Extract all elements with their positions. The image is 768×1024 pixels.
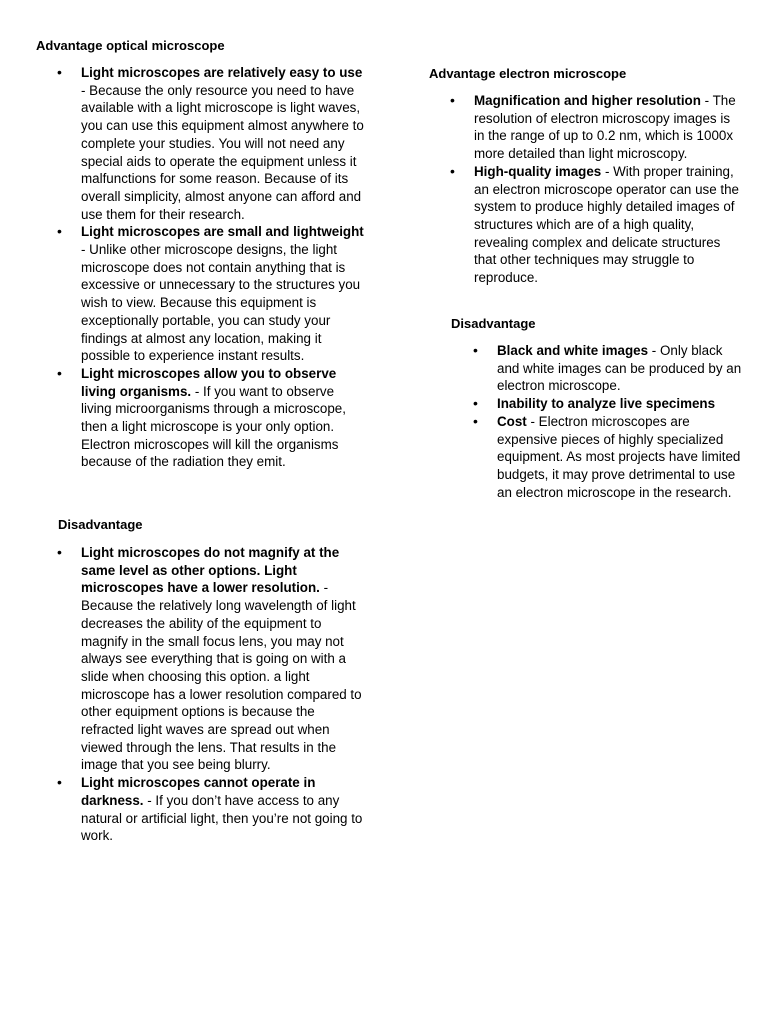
optical-disadvantages-list xyxy=(57,544,367,845)
item-text: - If you don’t have access to any natural or artificial light, then you’re not going to work. xyxy=(81,792,363,844)
item-text: - Only black and white images can be produced by an electron microscope. xyxy=(497,343,742,394)
list-item xyxy=(57,544,367,774)
optical-disadvantage-heading: Disadvantage xyxy=(58,517,143,532)
electron-advantage-heading: Advantage electron microscope xyxy=(429,66,627,81)
item-lead: Light microscopes cannot operate in darkness. xyxy=(81,775,316,808)
item-text: - With proper training, an electron microscope operator can use the system to produce highly detailed images of structures which are of a high quality, revealing complex and delicate structures that other techniques may struggle to reproduce. xyxy=(474,163,739,286)
item-lead: Light microscopes are small and lightweight xyxy=(81,224,364,240)
optical-advantages-list xyxy=(57,64,367,471)
electron-disadvantages-list xyxy=(473,342,743,501)
list-item xyxy=(57,223,367,365)
item-lead: Magnification and higher resolution xyxy=(474,93,701,108)
optical-advantage-heading: Advantage optical microscope xyxy=(36,38,225,53)
item-lead: Inability to analyze live specimens xyxy=(497,396,716,412)
item-lead: Light microscopes allow you to observe living organisms. xyxy=(81,365,337,399)
item-lead: Light microscopes do not magnify at the same level as other options. Light microscopes have a lower resolution. xyxy=(81,545,340,596)
item-lead: High-quality images xyxy=(474,163,602,179)
list-item xyxy=(57,64,367,223)
list-item xyxy=(473,342,743,395)
electron-advantages-list xyxy=(450,92,740,287)
item-text: - Because the only resource you need to have available with a light microscope is light waves, you can use this equipment almost anywhere to complete your studies. You will not need any special aids to operate the equipment unless it malfunctions for some reason. Because of its overall simplicity, almost anyone can afford and use them for their research. xyxy=(81,82,364,222)
item-lead: Light microscopes are relatively easy to use xyxy=(81,65,363,80)
list-item xyxy=(450,163,740,287)
electron-disadvantage-heading: Disadvantage xyxy=(451,316,536,331)
item-lead: Black and white images xyxy=(497,343,649,358)
list-item xyxy=(57,365,367,471)
list-item xyxy=(473,413,743,502)
item-text: - If you want to observe living microorganisms through a microscope, then a light microscope is your only option. Electron microscopes will kill the organisms because of the radiation they emit. xyxy=(81,383,346,470)
list-item xyxy=(473,395,743,413)
list-item xyxy=(57,774,367,845)
item-lead: Cost xyxy=(497,413,527,429)
item-text: - The resolution of electron microscopy images is in the range of up to 0.2 nm, which is 1000x more detailed than light microscopy. xyxy=(474,93,736,162)
item-text: - Electron microscopes are expensive pieces of highly specialized equipment. As most projects have limited budgets, it may prove detrimental to use an electron microscope in the research. xyxy=(497,413,741,500)
item-text: - Unlike other microscope designs, the light microscope does not contain anything that is excessive or unnecessary to the structures you wish to view. Because this equipment is exceptionally portable, you can study your findings at almost any location, making it possible to experience instant results. xyxy=(81,242,361,364)
list-item xyxy=(450,92,740,163)
item-text: - Because the relatively long wavelength of light decreases the ability of the equipment to magnify in the small focus lens, you may not always see everything that is going on with a slide when choosing this option. a light microscope has a lower resolution compared to other equipment options is because the refracted light waves are spread out when viewed through the lens. That results in the image that you see being blurry. xyxy=(81,580,362,773)
